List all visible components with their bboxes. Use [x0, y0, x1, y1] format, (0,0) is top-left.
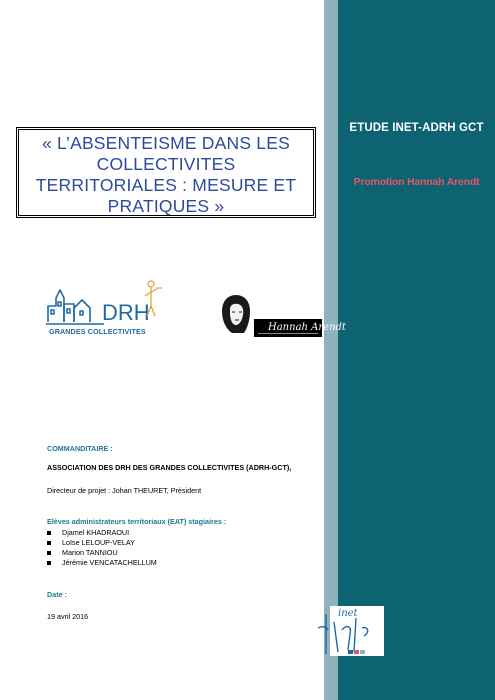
document-title-box	[16, 127, 316, 218]
drh-logo-caption: GRANDES COLLECTIVITES	[49, 327, 146, 336]
student-name: Djamel KHADRAOUI	[47, 528, 337, 538]
student-name: Jérémie VENCATACHELLUM	[47, 558, 337, 568]
date-label: Date :	[47, 590, 67, 599]
hannah-arendt-logo-text: Hannah Arendt	[268, 322, 346, 333]
students-label: Elèves administrateurs territoriaux (EAT) stagiaires :	[47, 517, 227, 526]
document-title-line: TERRITORIALES : MESURE ET	[35, 175, 297, 195]
study-title: ETUDE INET-ADRH GCT	[349, 122, 484, 134]
promotion-name: Promotion Hannah Arendt	[353, 176, 480, 188]
project-director: Directeur de projet : Johan THEURET, Président	[47, 486, 202, 495]
hannah-arendt-logo	[214, 291, 322, 341]
commanditaire-organization: ASSOCIATION DES DRH DES GRANDES COLLECTIVITES (ADRH-GCT),	[47, 463, 292, 472]
students-list	[47, 528, 337, 568]
document-title-line: « L’ABSENTEISME DANS LES	[42, 133, 290, 153]
student-name: Marion TANNIOU	[47, 548, 337, 558]
document-title-line: PRATIQUES »	[107, 196, 225, 216]
inet-logo-mark: inet	[338, 608, 358, 619]
student-name: Loïse LELOUP-VELAY	[47, 538, 337, 548]
commanditaire-label: COMMANDITAIRE :	[47, 444, 113, 453]
date-value: 19 avril 2016	[47, 612, 89, 621]
inet-logo	[308, 604, 384, 660]
document-title-line: COLLECTIVITES	[96, 154, 236, 174]
sidebar-panel	[338, 0, 495, 700]
drh-logo-mark: DRH	[102, 300, 150, 325]
document-title	[19, 133, 313, 217]
